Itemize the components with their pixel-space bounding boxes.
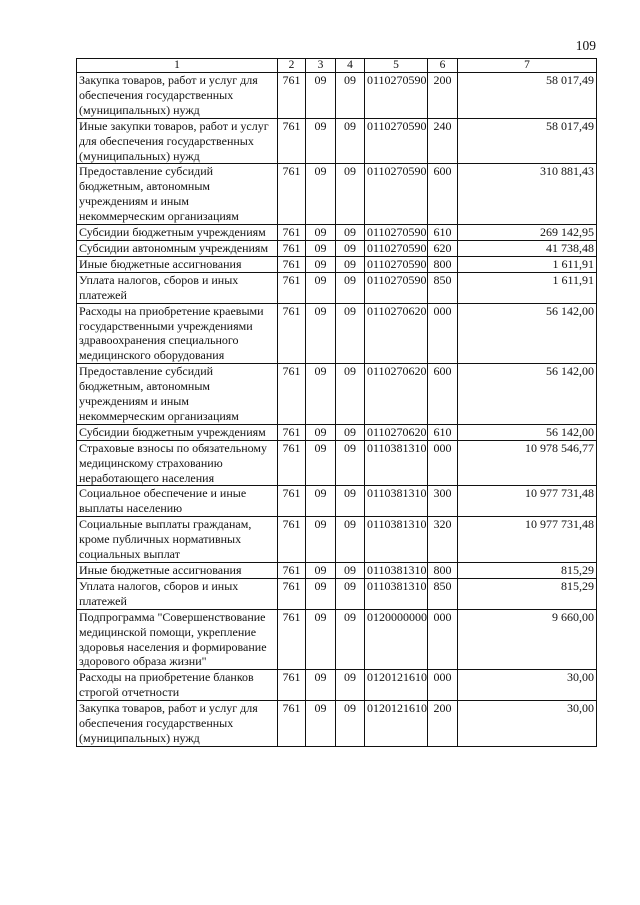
- cell-section: 09: [306, 256, 336, 272]
- cell-target-article: 0120000000: [365, 609, 428, 670]
- row-description: Субсидии бюджетным учреждениям: [77, 225, 278, 241]
- cell-subsection: 09: [336, 164, 365, 225]
- cell-subsection: 09: [336, 256, 365, 272]
- table-row: [77, 256, 597, 272]
- cell-expense-type: 200: [428, 73, 458, 119]
- cell-subsection: 09: [336, 486, 365, 517]
- cell-expense-type: 600: [428, 364, 458, 425]
- cell-ministry-code: 761: [278, 424, 306, 440]
- cell-target-article: 0110270620: [365, 303, 428, 364]
- cell-subsection: 09: [336, 563, 365, 579]
- cell-section: 09: [306, 486, 336, 517]
- cell-ministry-code: 761: [278, 563, 306, 579]
- cell-section: 09: [306, 225, 336, 241]
- table-row: [77, 670, 597, 701]
- cell-expense-type: 800: [428, 256, 458, 272]
- cell-section: 09: [306, 440, 336, 486]
- cell-expense-type: 600: [428, 164, 458, 225]
- row-description: Страховые взносы по обязательному медицинскому страхованию неработающего населения: [77, 440, 278, 486]
- column-header: 7: [458, 59, 597, 73]
- cell-amount: 10 977 731,48: [458, 517, 597, 563]
- cell-target-article: 0110270590: [365, 272, 428, 303]
- table-row: [77, 303, 597, 364]
- cell-amount: 1 611,91: [458, 272, 597, 303]
- cell-ministry-code: 761: [278, 164, 306, 225]
- cell-subsection: 09: [336, 73, 365, 119]
- cell-subsection: 09: [336, 701, 365, 747]
- cell-amount: 10 977 731,48: [458, 486, 597, 517]
- cell-section: 09: [306, 364, 336, 425]
- row-description: Социальное обеспечение и иные выплаты населению: [77, 486, 278, 517]
- page-number: 109: [575, 38, 596, 53]
- table-row: [77, 164, 597, 225]
- cell-subsection: 09: [336, 609, 365, 670]
- cell-expense-type: 200: [428, 701, 458, 747]
- cell-subsection: 09: [336, 578, 365, 609]
- table-row: [77, 701, 597, 747]
- cell-section: 09: [306, 563, 336, 579]
- cell-section: 09: [306, 424, 336, 440]
- cell-section: 09: [306, 118, 336, 164]
- cell-expense-type: 610: [428, 225, 458, 241]
- cell-amount: 58 017,49: [458, 73, 597, 119]
- cell-amount: 310 881,43: [458, 164, 597, 225]
- cell-subsection: 09: [336, 424, 365, 440]
- cell-ministry-code: 761: [278, 486, 306, 517]
- cell-ministry-code: 761: [278, 272, 306, 303]
- table-row: [77, 118, 597, 164]
- cell-subsection: 09: [336, 240, 365, 256]
- row-description: Расходы на приобретение бланков строгой отчетности: [77, 670, 278, 701]
- cell-section: 09: [306, 670, 336, 701]
- cell-ministry-code: 761: [278, 240, 306, 256]
- cell-expense-type: 300: [428, 486, 458, 517]
- cell-target-article: 0110270620: [365, 364, 428, 425]
- cell-amount: 56 142,00: [458, 364, 597, 425]
- table-row: [77, 73, 597, 119]
- cell-subsection: 09: [336, 364, 365, 425]
- cell-ministry-code: 761: [278, 364, 306, 425]
- table-row: [77, 517, 597, 563]
- cell-section: 09: [306, 240, 336, 256]
- cell-ministry-code: 761: [278, 578, 306, 609]
- cell-expense-type: 850: [428, 578, 458, 609]
- cell-subsection: 09: [336, 118, 365, 164]
- row-description: Предоставление субсидий бюджетным, автономным учреждениям и иным некоммерческим организациям: [77, 164, 278, 225]
- cell-ministry-code: 761: [278, 256, 306, 272]
- row-description: Закупка товаров, работ и услуг для обеспечения государственных (муниципальных) нужд: [77, 73, 278, 119]
- cell-expense-type: 000: [428, 303, 458, 364]
- table-row: [77, 424, 597, 440]
- cell-amount: 58 017,49: [458, 118, 597, 164]
- table-row: [77, 578, 597, 609]
- cell-target-article: 0120121610: [365, 670, 428, 701]
- cell-ministry-code: 761: [278, 118, 306, 164]
- cell-expense-type: 610: [428, 424, 458, 440]
- row-description: Уплата налогов, сборов и иных платежей: [77, 272, 278, 303]
- column-header: 3: [306, 59, 336, 73]
- cell-amount: 30,00: [458, 670, 597, 701]
- cell-subsection: 09: [336, 225, 365, 241]
- column-header: 2: [278, 59, 306, 73]
- table-body: [77, 73, 597, 747]
- cell-ministry-code: 761: [278, 701, 306, 747]
- cell-amount: 30,00: [458, 701, 597, 747]
- table-row: [77, 563, 597, 579]
- cell-subsection: 09: [336, 303, 365, 364]
- cell-amount: 10 978 546,77: [458, 440, 597, 486]
- row-description: Расходы на приобретение краевыми государственными учреждениями здравоохранения специального медицинского оборудования: [77, 303, 278, 364]
- table-row: [77, 364, 597, 425]
- cell-section: 09: [306, 609, 336, 670]
- cell-subsection: 09: [336, 272, 365, 303]
- cell-target-article: 0110270590: [365, 118, 428, 164]
- cell-target-article: 0110270620: [365, 424, 428, 440]
- row-description: Закупка товаров, работ и услуг для обеспечения государственных (муниципальных) нужд: [77, 701, 278, 747]
- row-description: Субсидии автономным учреждениям: [77, 240, 278, 256]
- cell-expense-type: 240: [428, 118, 458, 164]
- cell-ministry-code: 761: [278, 609, 306, 670]
- cell-section: 09: [306, 517, 336, 563]
- cell-target-article: 0120121610: [365, 701, 428, 747]
- row-description: Иные бюджетные ассигнования: [77, 256, 278, 272]
- cell-amount: 9 660,00: [458, 609, 597, 670]
- cell-target-article: 0110270590: [365, 240, 428, 256]
- row-description: Субсидии бюджетным учреждениям: [77, 424, 278, 440]
- table-row: [77, 440, 597, 486]
- cell-target-article: 0110270590: [365, 164, 428, 225]
- cell-amount: 1 611,91: [458, 256, 597, 272]
- cell-amount: 56 142,00: [458, 424, 597, 440]
- cell-expense-type: 620: [428, 240, 458, 256]
- cell-amount: 56 142,00: [458, 303, 597, 364]
- cell-subsection: 09: [336, 517, 365, 563]
- cell-ministry-code: 761: [278, 73, 306, 119]
- row-description: Иные бюджетные ассигнования: [77, 563, 278, 579]
- table-row: [77, 225, 597, 241]
- cell-subsection: 09: [336, 670, 365, 701]
- cell-target-article: 0110381310: [365, 517, 428, 563]
- cell-target-article: 0110270590: [365, 73, 428, 119]
- cell-section: 09: [306, 73, 336, 119]
- table-row: [77, 272, 597, 303]
- row-description: Подпрограмма "Совершенствование медицинской помощи, укрепление здоровья населения и формирование здорового образа жизни": [77, 609, 278, 670]
- cell-target-article: 0110381310: [365, 486, 428, 517]
- cell-section: 09: [306, 578, 336, 609]
- column-header: 4: [336, 59, 365, 73]
- budget-table: [76, 58, 597, 747]
- cell-expense-type: 000: [428, 609, 458, 670]
- cell-expense-type: 850: [428, 272, 458, 303]
- column-header: 5: [365, 59, 428, 73]
- cell-ministry-code: 761: [278, 225, 306, 241]
- cell-target-article: 0110270590: [365, 256, 428, 272]
- cell-section: 09: [306, 303, 336, 364]
- cell-target-article: 0110270590: [365, 225, 428, 241]
- cell-ministry-code: 761: [278, 303, 306, 364]
- cell-amount: 815,29: [458, 578, 597, 609]
- cell-subsection: 09: [336, 440, 365, 486]
- cell-ministry-code: 761: [278, 670, 306, 701]
- cell-target-article: 0110381310: [365, 440, 428, 486]
- table-row: [77, 240, 597, 256]
- table-row: [77, 486, 597, 517]
- cell-amount: 41 738,48: [458, 240, 597, 256]
- row-description: Уплата налогов, сборов и иных платежей: [77, 578, 278, 609]
- cell-ministry-code: 761: [278, 440, 306, 486]
- cell-target-article: 0110381310: [365, 563, 428, 579]
- cell-section: 09: [306, 272, 336, 303]
- cell-expense-type: 800: [428, 563, 458, 579]
- row-description: Иные закупки товаров, работ и услуг для обеспечения государственных (муниципальных) нужд: [77, 118, 278, 164]
- column-header: 1: [77, 59, 278, 73]
- cell-expense-type: 000: [428, 670, 458, 701]
- cell-ministry-code: 761: [278, 517, 306, 563]
- cell-amount: 815,29: [458, 563, 597, 579]
- column-header: 6: [428, 59, 458, 73]
- cell-target-article: 0110381310: [365, 578, 428, 609]
- cell-section: 09: [306, 164, 336, 225]
- row-description: Социальные выплаты гражданам, кроме публичных нормативных социальных выплат: [77, 517, 278, 563]
- cell-expense-type: 320: [428, 517, 458, 563]
- cell-amount: 269 142,95: [458, 225, 597, 241]
- header-row: [77, 59, 597, 73]
- row-description: Предоставление субсидий бюджетным, автономным учреждениям и иным некоммерческим организациям: [77, 364, 278, 425]
- table-row: [77, 609, 597, 670]
- cell-section: 09: [306, 701, 336, 747]
- cell-expense-type: 000: [428, 440, 458, 486]
